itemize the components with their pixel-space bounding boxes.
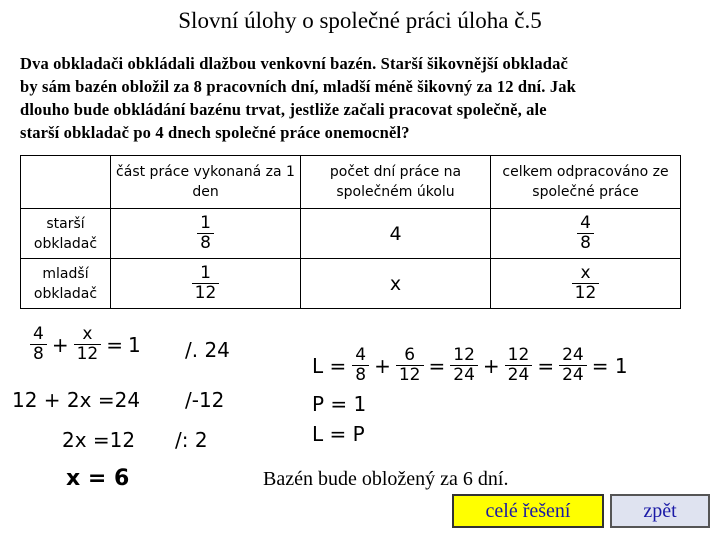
page-title: Slovní úlohy o společné práci úloha č.5: [178, 8, 542, 33]
days-younger: x: [301, 259, 491, 309]
work-table: [20, 155, 681, 309]
annotation-multiply: /. 24: [185, 338, 230, 362]
table-header-empty: [21, 156, 111, 209]
table-header-rate: část práce vykonaná za 1 den: [111, 156, 301, 209]
rate-fraction-older: $\frac{1}{8}$: [197, 214, 214, 253]
problem-text: [20, 52, 710, 144]
table-row: [21, 209, 681, 259]
problem-line: dlouho bude obkládání bazénu trvat, jestliže začali pracovat společně, ale: [20, 100, 547, 119]
check-equation: L = $\frac{4}{8}$ + $\frac{6}{12}$ = $\frac{12}{24}$ + $\frac{12}{24}$ = $\frac{24}{24}$ = 1: [312, 345, 628, 385]
problem-line: by sám bazén obložil za 8 pracovních dní, mladší méně šikovný za 12 dní. Jak: [20, 77, 576, 96]
annotation-subtract: /-12: [185, 388, 225, 412]
table-row: [21, 259, 681, 309]
table-header-total: celkem odpracováno ze společné práce: [491, 156, 681, 209]
answer-text: Bazén bude obložený za 6 dní.: [263, 468, 509, 490]
rate-fraction-younger: $\frac{1}{12}$: [192, 264, 220, 303]
equation-3: 2x =12: [62, 428, 136, 452]
total-fraction-older: $\frac{4}{8}$: [577, 214, 594, 253]
annotation-divide: /: 2: [175, 428, 208, 452]
total-fraction-younger: $\frac{x}{12}$: [572, 264, 600, 303]
full-solution-button[interactable]: celé řešení: [452, 494, 604, 528]
check-conclusion: L = P: [312, 422, 365, 446]
equation-result: x = 6: [66, 466, 130, 491]
equation-2: 12 + 2x =24: [12, 388, 141, 412]
problem-line: starší obkladač po 4 dnech společné práce onemocněl?: [20, 123, 410, 142]
table-header-days: počet dní práce na společném úkolu: [301, 156, 491, 209]
row-label-younger: mladší obkladač: [21, 259, 111, 309]
back-button[interactable]: zpět: [610, 494, 710, 528]
problem-line: Dva obkladači obkládali dlažbou venkovní bazén. Starší šikovnější obkladač: [20, 54, 568, 73]
days-older: 4: [301, 209, 491, 259]
check-right-side: P = 1: [312, 392, 367, 416]
row-label-older: starší obkladač: [21, 209, 111, 259]
equation-1: $\frac{4}{8}$ + $\frac{x}{12}$ = 1: [30, 325, 141, 364]
table-header-row: [21, 156, 681, 209]
